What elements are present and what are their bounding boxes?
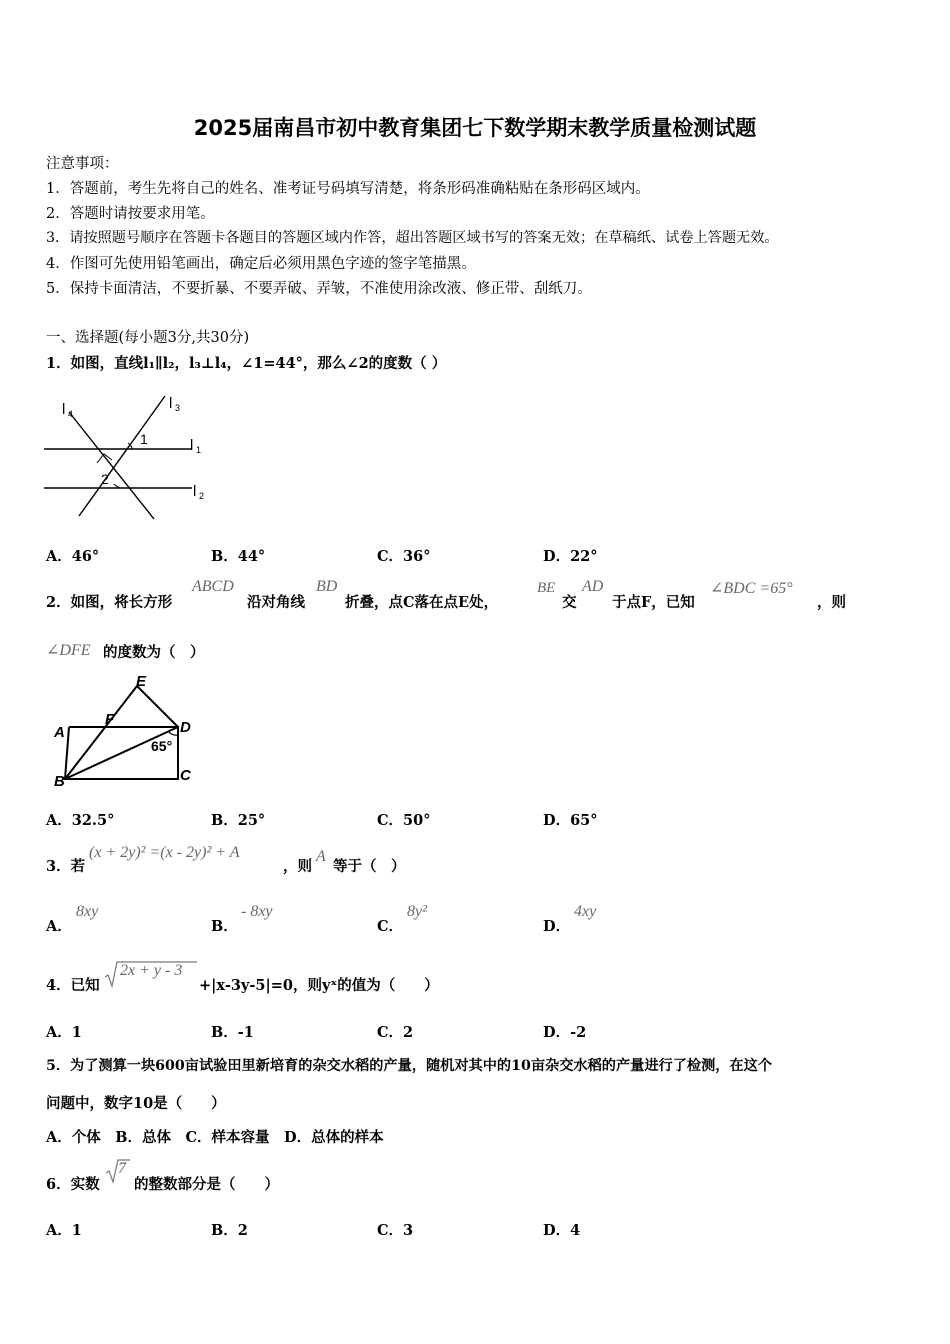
label-d: D [180, 719, 191, 736]
question-4-text-1: 4．已知 [46, 977, 100, 994]
question-2-text-6: ，则 [817, 594, 846, 611]
question-5-text-1: 5．为了测算一块600亩试验田里新培育的杂交水稻的产量，随机对其中的10亩杂交水稻的产量进行了检测，在这个 [46, 1058, 773, 1074]
q2-option-d[interactable]: D．65° [543, 812, 598, 829]
notice-heading: 注意事项： [46, 156, 119, 172]
label-l4: l [62, 401, 66, 418]
q3-option-b-expr[interactable]: - 8xy [241, 903, 273, 920]
q1-option-b[interactable]: B．44° [211, 548, 266, 565]
question-6-text-2: 的整数部分是（ ） [134, 1176, 279, 1193]
question-6-text-1: 6．实数 [46, 1176, 100, 1193]
math-angle-dfe: ∠DFE [46, 642, 91, 659]
question-3-text-1: 3．若 [46, 858, 86, 875]
q1-option-d[interactable]: D．22° [543, 548, 598, 565]
q2-option-b[interactable]: B．25° [211, 812, 266, 829]
q3-option-a-label[interactable]: A． [46, 918, 72, 935]
label-angle-1: 1 [140, 431, 148, 447]
math-radicand: 2x + y - 3 [120, 962, 183, 979]
question-1-figure [44, 392, 214, 524]
label-angle-65: 65° [151, 738, 173, 754]
page-title: 2025届南昌市初中教育集团七下数学期末教学质量检测试题 [193, 116, 757, 140]
question-3-text-2: ，则 [283, 858, 312, 875]
notice-item: 4．作图可先使用铅笔画出，确定后必须用黑色字迹的签字笔描黑。 [46, 256, 476, 272]
question-1-text: 1．如图，直线l₁∥l₂，l₃⊥l₄，∠1=44°，那么∠2的度数（ ） [46, 355, 447, 372]
label-e: E [136, 673, 147, 690]
q5-options[interactable]: A．个体 B．总体 C．样本容量 D．总体的样本 [46, 1129, 384, 1146]
label-l4-sub: 4 [68, 409, 74, 419]
label-l1: l [190, 437, 194, 454]
right-angle-mark [97, 454, 112, 463]
question-2-text-2: 沿对角线 [247, 594, 305, 611]
math-be: BE [537, 580, 556, 596]
q3-option-c-expr[interactable]: 8y² [407, 903, 427, 920]
q6-option-a[interactable]: A．1 [46, 1222, 82, 1239]
q3-option-b-label[interactable]: B． [211, 918, 238, 935]
q2-option-c[interactable]: C．50° [377, 812, 431, 829]
q1-option-c[interactable]: C．36° [377, 548, 431, 565]
label-l3-sub: 3 [175, 403, 181, 413]
math-angle-bdc: ∠BDC =65° [710, 580, 793, 597]
question-3-text-3: 等于（ ） [333, 858, 406, 875]
line-l3 [79, 396, 165, 516]
notice-item: 3．请按照题号顺序在答题卡各题目的答题区域内作答，超出答题区域书写的答案无效；在草稿纸、试卷上答题无效。 [46, 230, 779, 246]
question-2-text-7: 的度数为（ ） [103, 644, 205, 661]
label-l1-sub: 1 [196, 445, 202, 455]
label-l3: l [169, 395, 173, 412]
label-angle-2: 2 [101, 471, 109, 487]
q6-option-d[interactable]: D．4 [543, 1222, 581, 1239]
q3-option-d-expr[interactable]: 4xy [574, 903, 597, 920]
math-bd: BD [316, 578, 338, 595]
notice-item: 2．答题时请按要求用笔。 [46, 206, 215, 222]
q6-option-b[interactable]: B．2 [211, 1222, 248, 1239]
label-l2: l [193, 483, 197, 500]
label-a: A [54, 724, 65, 741]
question-2-text-5: 于点F，已知 [612, 594, 695, 611]
q3-option-d-label[interactable]: D． [543, 918, 571, 935]
q6-option-c[interactable]: C．3 [377, 1222, 414, 1239]
section-heading: 一、选择题(每小题3分,共30分) [46, 330, 250, 346]
notice-item: 5．保持卡面清洁，不要折暴、不要弄破、弄皱，不准使用涂改液、修正带、刮纸刀。 [46, 281, 592, 297]
question-4-text-2: +|x-3y-5|=0，则yˣ的值为（ ） [199, 977, 439, 994]
q4-option-a[interactable]: A．1 [46, 1024, 82, 1041]
q4-option-d[interactable]: D．-2 [543, 1024, 587, 1041]
question-2-text-4: 交 [562, 594, 577, 611]
math-ad: AD [582, 578, 604, 595]
q4-option-c[interactable]: C．2 [377, 1024, 414, 1041]
q3-option-c-label[interactable]: C． [377, 918, 404, 935]
q3-option-a-expr[interactable]: 8xy [76, 903, 99, 920]
segment-be [65, 686, 137, 779]
question-2-text-1: 2．如图，将长方形 [46, 594, 173, 611]
math-radicand: 7 [118, 1160, 126, 1177]
q1-option-a[interactable]: A．46° [46, 548, 100, 565]
math-abcd: ABCD [192, 578, 234, 595]
math-identity: (x + 2y)² =(x - 2y)² + A [89, 844, 240, 861]
question-5-text-2: 问题中，数字10是（ ） [46, 1095, 226, 1112]
label-f: F [105, 711, 115, 728]
math-a: A [316, 848, 326, 865]
notice-item: 1．答题前，考生先将自己的姓名、准考证号码填写清楚，将条形码准确粘贴在条形码区域内。 [46, 181, 650, 197]
label-b: B [54, 773, 65, 790]
question-2-figure [48, 672, 198, 792]
label-l2-sub: 2 [199, 491, 205, 501]
label-c: C [180, 767, 191, 784]
question-2-text-3: 折叠，点C落在点E处， [345, 594, 499, 611]
q2-option-a[interactable]: A．32.5° [46, 812, 115, 829]
segment-ed [137, 686, 178, 727]
q4-option-b[interactable]: B．-1 [211, 1024, 254, 1041]
